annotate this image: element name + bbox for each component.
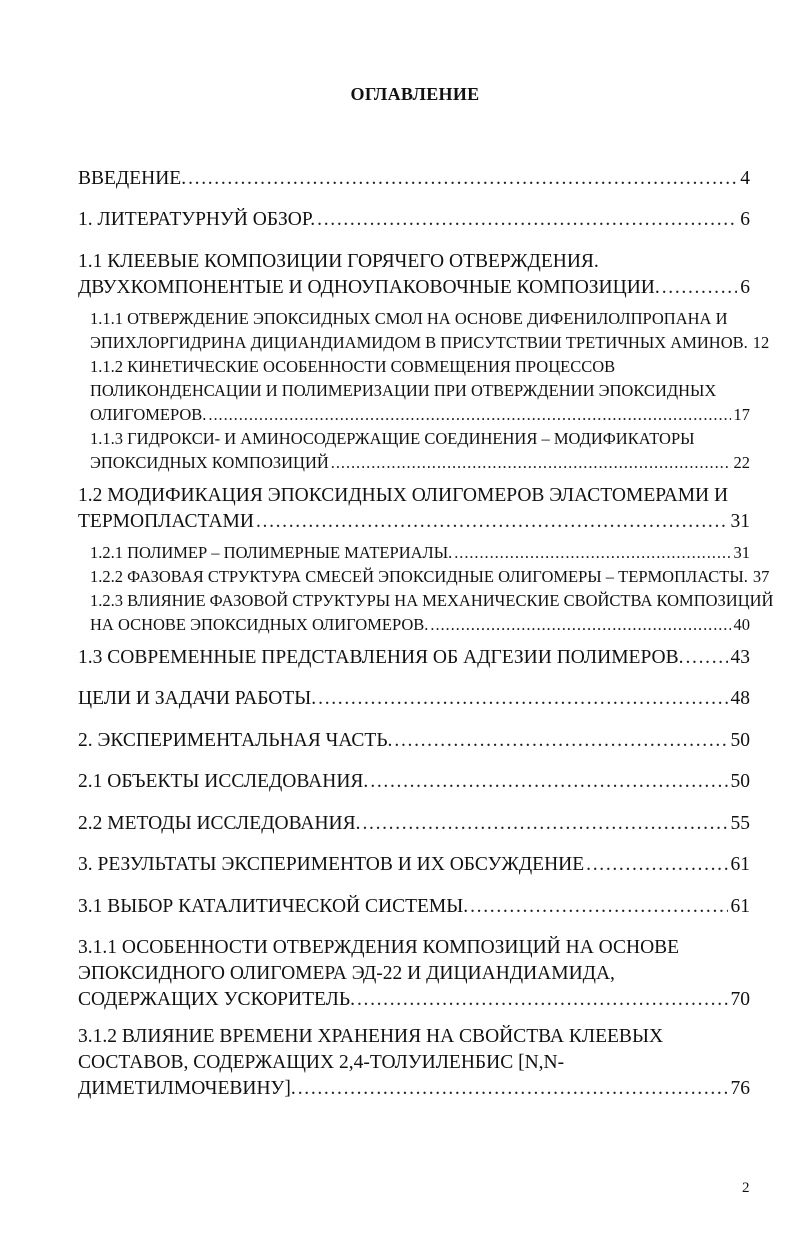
- dot-leader: [256, 509, 728, 535]
- dot-leader: [208, 403, 730, 427]
- toc-entry-last-line: [78, 852, 750, 878]
- toc-entry-last-line: [78, 166, 750, 192]
- toc-entry-text: ЦЕЛИ И ЗАДАЧИ РАБОТЫ.: [78, 688, 317, 709]
- toc-entry-line: 1.2 МОДИФИКАЦИЯ ЭПОКСИДНЫХ ОЛИГОМЕРОВ ЭЛАСТОМЕРАМИ И: [78, 485, 729, 506]
- toc-entry: [90, 565, 770, 589]
- toc-entry-last-line: [78, 207, 750, 233]
- toc-page-number: 50: [730, 771, 750, 792]
- toc-page-number: 40: [733, 615, 750, 634]
- dot-leader: [430, 613, 730, 637]
- toc-entry-line: 1.1.1 ОТВЕРЖДЕНИЕ ЭПОКСИДНЫХ СМОЛ НА ОСНОВЕ ДИФЕНИЛОЛПРОПАНА И: [90, 309, 728, 328]
- toc-entry-text: ОЛИГОМЕРОВ.: [90, 405, 207, 424]
- toc-entry-line: 1.1.3 ГИДРОКСИ- И АМИНОСОДЕРЖАЩИЕ СОЕДИНЕНИЯ – МОДИФИКАТОРЫ: [90, 429, 695, 448]
- toc-entry-last-line: [78, 987, 750, 1013]
- dot-leader: [317, 207, 737, 233]
- toc-entry: [78, 207, 750, 233]
- toc-entry-text: 2. ЭКСПЕРИМЕНТАЛЬНАЯ ЧАСТЬ.: [78, 730, 393, 751]
- toc-entry-text: ЭПИХЛОРГИДРИНА ДИЦИАНДИАМИДОМ В ПРИСУТСТВИИ ТРЕТИЧНЫХ АМИНОВ.: [90, 333, 748, 352]
- toc-entry-last-line: [90, 331, 770, 355]
- dot-leader: [470, 894, 727, 920]
- toc-entry-text: 3. РЕЗУЛЬТАТЫ ЭКСПЕРИМЕНТОВ И ИХ ОБСУЖДЕНИЕ: [78, 854, 585, 875]
- toc-entry-last-line: [78, 509, 750, 535]
- toc-entry-text: ДИМЕТИЛМОЧЕВИНУ].: [78, 1078, 296, 1099]
- toc-entry: [78, 894, 750, 920]
- dot-leader: [331, 451, 731, 475]
- toc-entry-line: ПОЛИКОНДЕНСАЦИИ И ПОЛИМЕРИЗАЦИИ ПРИ ОТВЕРЖДЕНИИ ЭПОКСИДНЫХ: [90, 381, 717, 400]
- toc-entry: [90, 541, 750, 565]
- toc-page-number: 50: [730, 730, 750, 751]
- toc-entry-text: ДВУХКОМПОНЕНТЫЕ И ОДНОУПАКОВОЧНЫЕ КОМПОЗИЦИИ.: [78, 277, 660, 298]
- toc-entry-last-line: [90, 565, 770, 589]
- toc-entry: [78, 249, 750, 301]
- toc-entry-line: СОСТАВОВ, СОДЕРЖАЩИХ 2,4-ТОЛУИЛЕНБИС [N,N-: [78, 1052, 565, 1073]
- toc-entry-line: 1.2.3 ВЛИЯНИЕ ФАЗОВОЙ СТРУКТУРЫ НА МЕХАНИЧЕСКИЕ СВОЙСТВА КОМПОЗИЦИЙ: [90, 591, 774, 610]
- toc-entry-last-line: [90, 403, 750, 427]
- toc-entry: [90, 307, 770, 355]
- toc-entry-last-line: [78, 811, 750, 837]
- toc-entry-text: СОДЕРЖАЩИХ УСКОРИТЕЛЬ.: [78, 989, 355, 1010]
- toc-entry-last-line: [78, 275, 750, 301]
- dot-leader: [586, 852, 727, 878]
- toc-entry: [78, 935, 750, 1013]
- toc-page-number: 76: [730, 1078, 750, 1099]
- dot-leader: [362, 811, 727, 837]
- toc-entry-last-line: [78, 769, 750, 795]
- toc-entry-line: 3.1.2 ВЛИЯНИЕ ВРЕМЕНИ ХРАНЕНИЯ НА СВОЙСТВА КЛЕЕВЫХ: [78, 1026, 664, 1047]
- toc-entry-text: 1.2.2 ФАЗОВАЯ СТРУКТУРА СМЕСЕЙ ЭПОКСИДНЫЕ ОЛИГОМЕРЫ – ТЕРМОПЛАСТЫ.: [90, 567, 748, 586]
- dot-leader: [454, 541, 730, 565]
- toc-entry-line: 1.1 КЛЕЕВЫЕ КОМПОЗИЦИИ ГОРЯЧЕГО ОТВЕРЖДЕНИЯ.: [78, 251, 599, 272]
- page-title: ОГЛАВЛЕНИЕ: [350, 84, 480, 104]
- toc-page-number: 61: [730, 896, 750, 917]
- dot-leader: [370, 769, 727, 795]
- toc-entry-text: ЭПОКСИДНЫХ КОМПОЗИЦИЙ: [90, 453, 329, 472]
- toc-page-number: 31: [730, 511, 750, 532]
- toc-entry-last-line: [78, 686, 750, 712]
- toc-page-number: 61: [730, 854, 750, 875]
- toc-entry: [90, 589, 774, 637]
- dot-leader: [394, 728, 727, 754]
- toc-entry-text: 3.1 ВЫБОР КАТАЛИТИЧЕСКОЙ СИСТЕМЫ.: [78, 896, 469, 917]
- toc-page-number: 17: [733, 405, 750, 424]
- toc-page-number: 22: [733, 453, 750, 472]
- toc-entry-line: 3.1.1 ОСОБЕННОСТИ ОТВЕРЖДЕНИЯ КОМПОЗИЦИЙ НА ОСНОВЕ: [78, 937, 680, 958]
- toc-entry: [90, 355, 750, 427]
- toc-entry-last-line: [90, 451, 750, 475]
- dot-leader: [662, 275, 738, 301]
- toc-entry: [78, 645, 750, 671]
- toc-entry: [78, 1024, 750, 1102]
- toc-entry-last-line: [78, 894, 750, 920]
- dot-leader: [357, 987, 728, 1013]
- toc-entry: [78, 728, 750, 754]
- toc-page-number: 31: [733, 543, 750, 562]
- toc-page-number: 48: [730, 688, 750, 709]
- page-number: 2: [742, 1180, 750, 1196]
- toc-entry-last-line: [90, 541, 750, 565]
- toc-entry-text: 2.1 ОБЪЕКТЫ ИССЛЕДОВАНИЯ.: [78, 771, 369, 792]
- toc-entry: [78, 852, 750, 878]
- toc-entry: [78, 811, 750, 837]
- toc-entry-text: ТЕРМОПЛАСТАМИ: [78, 511, 254, 532]
- toc-page-number: 4: [740, 168, 750, 189]
- toc-entry: [78, 686, 750, 712]
- toc-entry: [78, 769, 750, 795]
- toc-entry-text: ВВЕДЕНИЕ.: [78, 168, 187, 189]
- toc-entry-text: 1. ЛИТЕРАТУРНУЙ ОБЗОР.: [78, 209, 316, 230]
- dot-leader: [188, 166, 737, 192]
- toc-entry: [78, 166, 750, 192]
- dot-leader: [686, 645, 728, 671]
- toc-entry: [90, 427, 750, 475]
- toc-entry-last-line: [78, 645, 750, 671]
- toc-entry-last-line: [90, 613, 750, 637]
- toc-page-number: 55: [730, 813, 750, 834]
- toc-page-number: 43: [730, 647, 750, 668]
- toc-entry-text: НА ОСНОВЕ ЭПОКСИДНЫХ ОЛИГОМЕРОВ.: [90, 615, 429, 634]
- toc-page-number: 6: [740, 277, 750, 298]
- toc-page-number: 12: [752, 333, 770, 352]
- toc-page-number: 6: [740, 209, 750, 230]
- toc-entry-text: 1.3 СОВРЕМЕННЫЕ ПРЕДСТАВЛЕНИЯ ОБ АДГЕЗИИ ПОЛИМЕРОВ.: [78, 647, 684, 668]
- toc-page-number: 70: [730, 989, 750, 1010]
- toc-entry-last-line: [78, 1076, 750, 1102]
- toc-entry-text: 1.2.1 ПОЛИМЕР – ПОЛИМЕРНЫЕ МАТЕРИАЛЫ.: [90, 543, 453, 562]
- toc-entry-last-line: [78, 728, 750, 754]
- toc-entry-line: 1.1.2 КИНЕТИЧЕСКИЕ ОСОБЕННОСТИ СОВМЕЩЕНИЯ ПРОЦЕССОВ: [90, 357, 616, 376]
- toc-entry-text: 2.2 МЕТОДЫ ИССЛЕДОВАНИЯ.: [78, 813, 361, 834]
- toc-entry-line: ЭПОКСИДНОГО ОЛИГОМЕРА ЭД-22 И ДИЦИАНДИАМИДА,: [78, 963, 615, 984]
- toc-entry: [78, 483, 750, 535]
- toc-page-number: 37: [752, 567, 770, 586]
- dot-leader: [318, 686, 727, 712]
- dot-leader: [298, 1076, 728, 1102]
